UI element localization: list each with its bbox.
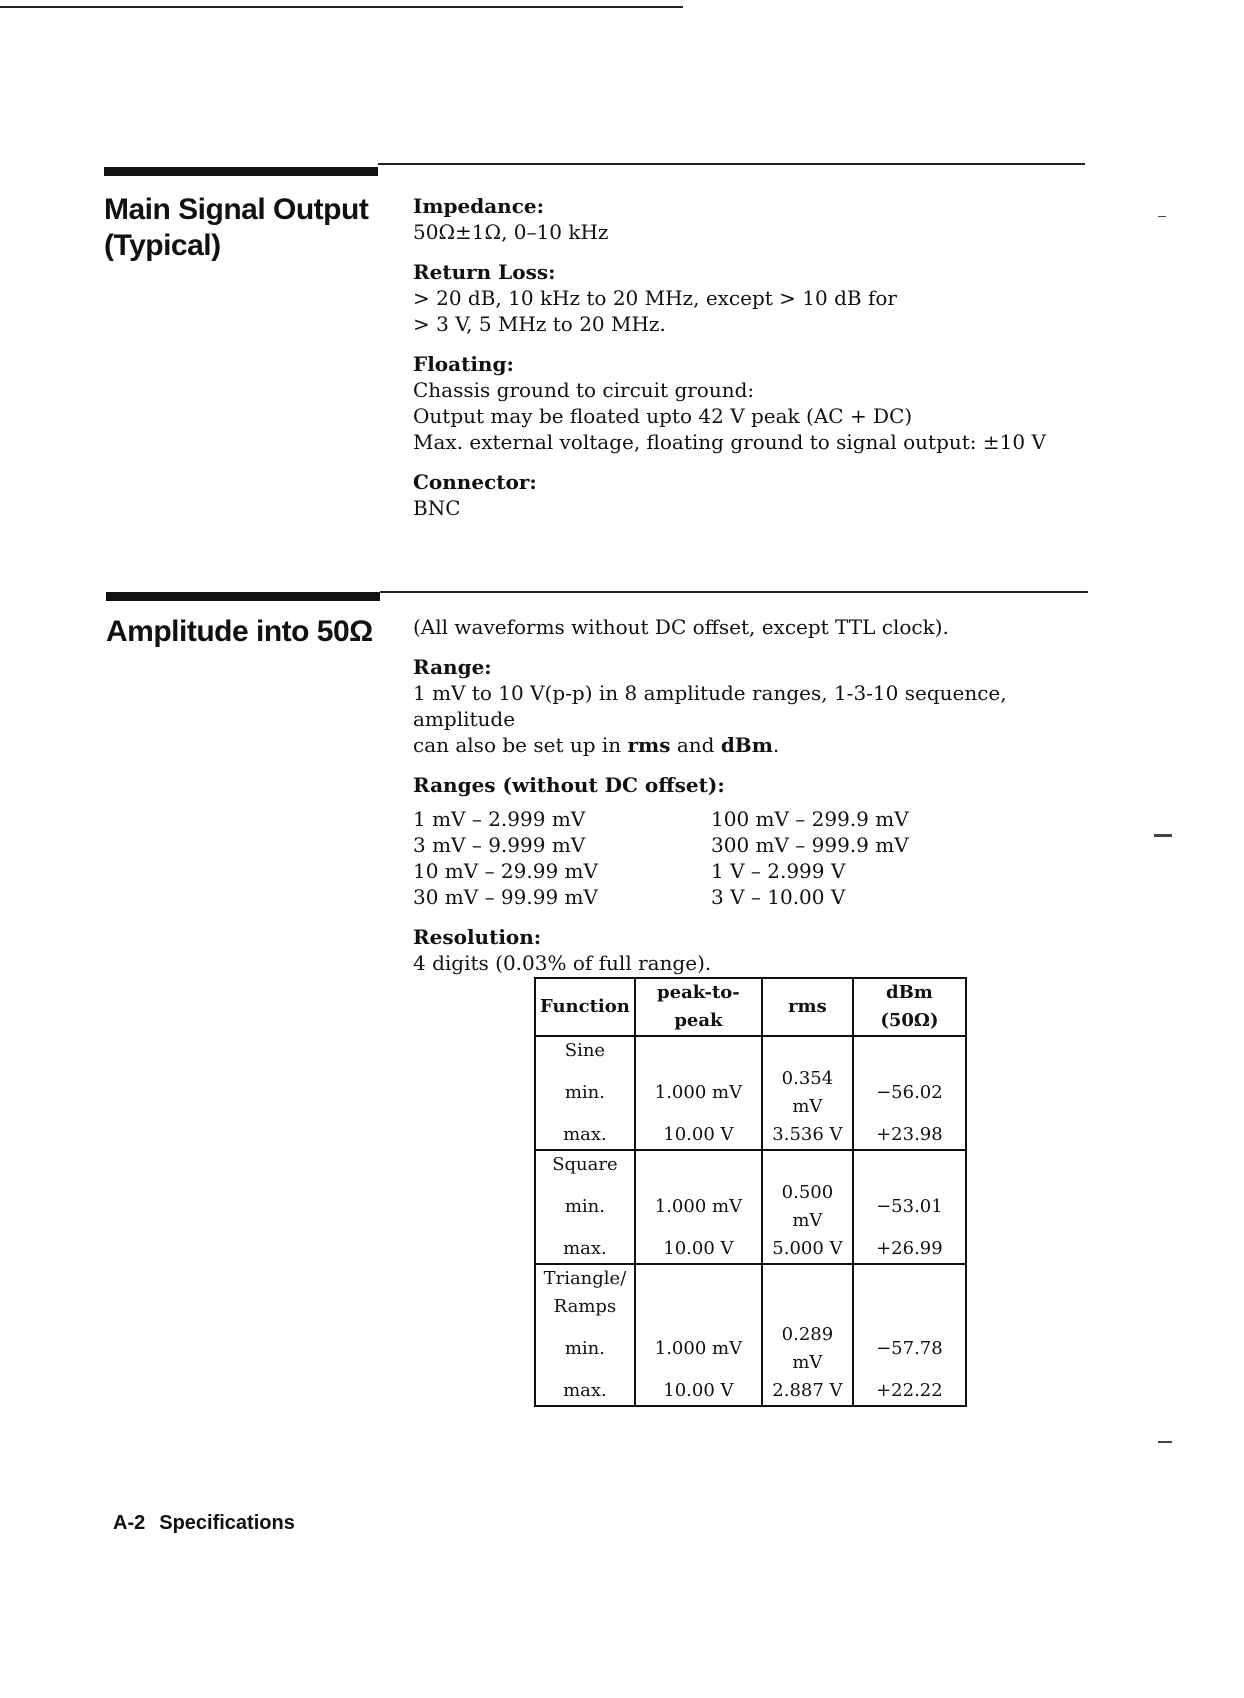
ranges-left-column — [413, 806, 711, 910]
range-item: 10 mV – 29.99 mV — [413, 859, 598, 883]
table-cell: −53.01 — [853, 1179, 966, 1235]
scan-mark — [1158, 1441, 1172, 1443]
range-item: 30 mV – 99.99 mV — [413, 885, 598, 909]
impedance-label: Impedance: — [413, 194, 544, 218]
connector-value: BNC — [413, 496, 461, 520]
table-header-row — [535, 978, 966, 1036]
table-row — [535, 1150, 966, 1179]
floating-line: Max. external voltage, floating ground to signal output: ±10 V — [413, 430, 1046, 454]
table-header: rms — [762, 978, 853, 1036]
table-row — [535, 1264, 966, 1293]
section-rule-thick — [104, 167, 378, 176]
table-cell: −56.02 — [853, 1065, 966, 1121]
table-header: Function — [535, 978, 635, 1036]
table-cell: 10.00 V — [635, 1377, 762, 1406]
resolution-label: Resolution: — [413, 925, 542, 949]
range-label: Range: — [413, 655, 492, 679]
ranges-list — [413, 806, 1113, 910]
table-cell: Ramps — [535, 1293, 635, 1321]
ranges-label: Ranges (without DC offset): — [413, 773, 725, 797]
range-item: 100 mV – 299.9 mV — [711, 807, 909, 831]
connector-label: Connector: — [413, 470, 537, 494]
floating-label: Floating: — [413, 352, 514, 376]
table-row — [535, 1179, 966, 1235]
table-cell: 1.000 mV — [635, 1065, 762, 1121]
section-title-line1: Main Signal Output — [104, 193, 369, 226]
section-rule-thick — [106, 592, 380, 601]
table-header: peak-to-peak — [635, 978, 762, 1036]
table-cell: max. — [535, 1121, 635, 1150]
table-cell: min. — [535, 1321, 635, 1377]
table-cell: 2.887 V — [762, 1377, 853, 1406]
table-row — [535, 1377, 966, 1406]
section-title-line2: (Typical) — [104, 229, 221, 262]
resolution-value: 4 digits (0.03% of full range). — [413, 951, 712, 975]
table-group-square — [535, 1150, 966, 1264]
range-item: 300 mV – 999.9 mV — [711, 833, 909, 857]
table-cell: Triangle/ — [535, 1264, 635, 1293]
table-row — [535, 1321, 966, 1377]
amplitude-table — [534, 977, 967, 1407]
table-cell: max. — [535, 1235, 635, 1264]
table-cell: max. — [535, 1377, 635, 1406]
amplitude-intro: (All waveforms without DC offset, except TTL clock). — [413, 615, 949, 639]
range-dbm: dBm — [720, 733, 773, 757]
table-cell: 10.00 V — [635, 1121, 762, 1150]
table-cell: min. — [535, 1065, 635, 1121]
table-cell: 0.500 mV — [762, 1179, 853, 1235]
range-item: 1 mV – 2.999 mV — [413, 807, 586, 831]
table-group-triangle — [535, 1264, 966, 1406]
section-rule-thin — [380, 591, 1088, 593]
table-cell: 5.000 V — [762, 1235, 853, 1264]
floating-line: Chassis ground to circuit ground: — [413, 378, 755, 402]
table-row — [535, 1121, 966, 1150]
table-cell: 3.536 V — [762, 1121, 853, 1150]
return-loss-label: Return Loss: — [413, 260, 556, 284]
scan-mark — [1158, 216, 1166, 217]
section-rule-thin — [378, 163, 1085, 165]
table-cell: Sine — [535, 1036, 635, 1065]
range-item: 3 mV – 9.999 mV — [413, 833, 586, 857]
range-item: 3 V – 10.00 V — [711, 885, 846, 909]
range-item: 1 V – 2.999 V — [711, 859, 846, 883]
table-cell: 1.000 mV — [635, 1321, 762, 1377]
table-row — [535, 1036, 966, 1065]
range-line: 1 mV to 10 V(p-p) in 8 amplitude ranges, 1-3-10 sequence, amplitude — [413, 681, 1007, 731]
page-footer — [113, 1512, 309, 1535]
scan-mark — [1154, 834, 1172, 837]
section-title-amplitude: Amplitude into 50Ω — [106, 615, 373, 648]
return-loss-line: > 20 dB, 10 kHz to 20 MHz, except > 10 dB for — [413, 286, 897, 310]
table-row — [535, 1293, 966, 1321]
table-group-sine — [535, 1036, 966, 1150]
range-and: and — [670, 733, 721, 757]
table-cell: Square — [535, 1150, 635, 1179]
table-cell: min. — [535, 1179, 635, 1235]
table-cell: +23.98 — [853, 1121, 966, 1150]
floating-line: Output may be floated upto 42 V peak (AC + DC) — [413, 404, 913, 428]
return-loss-line: > 3 V, 5 MHz to 20 MHz. — [413, 312, 666, 336]
table-row — [535, 1065, 966, 1121]
table-cell: +26.99 — [853, 1235, 966, 1264]
range-rms: rms — [627, 733, 671, 757]
section-title-main-signal-output — [104, 192, 368, 264]
ranges-right-column — [711, 806, 1009, 910]
table-cell: 0.289 mV — [762, 1321, 853, 1377]
table-cell: 1.000 mV — [635, 1179, 762, 1235]
range-end: . — [772, 733, 780, 757]
table-cell: +22.22 — [853, 1377, 966, 1406]
top-rule — [0, 6, 683, 8]
footer-title: Specifications — [159, 1512, 295, 1534]
table-header: dBm (50Ω) — [853, 978, 966, 1036]
amplitude-specs — [413, 614, 1113, 976]
table-cell: −57.78 — [853, 1321, 966, 1377]
page-number: A-2 — [113, 1512, 146, 1534]
main-signal-output-specs — [413, 193, 1113, 521]
range-line — [413, 732, 1113, 758]
table-cell: 10.00 V — [635, 1235, 762, 1264]
impedance-value: 50Ω±1Ω, 0–10 kHz — [413, 220, 609, 244]
table-cell: 0.354 mV — [762, 1065, 853, 1121]
table-row — [535, 1235, 966, 1264]
range-line-text: can also be set up in — [413, 733, 628, 757]
